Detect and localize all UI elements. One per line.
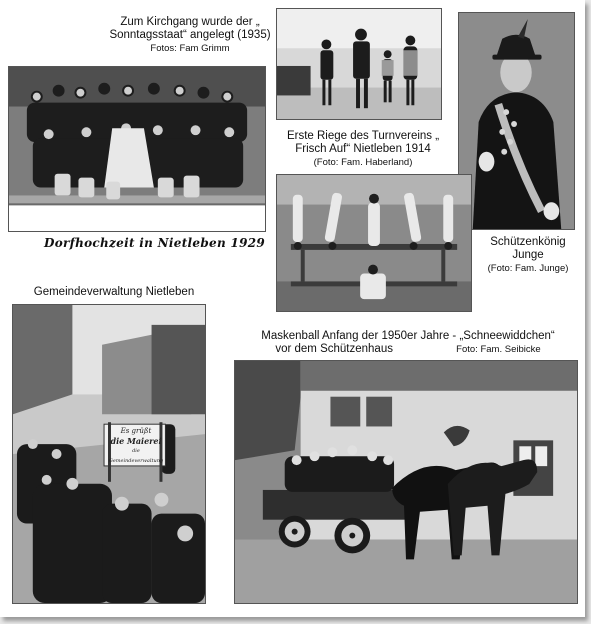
caption-maskenball-line2: vor dem Schützenhaus [275,343,393,355]
caption-kirchgang-credit: Fotos: Fam Grimm [150,43,230,54]
photo-kirchgang-family [276,8,442,120]
caption-turnverein-credit: (Foto: Fam. Haberland) [313,157,413,168]
protest-banner [106,426,166,466]
caption-schuetzenkoenig-line2: Junge [512,249,544,261]
caption-gemeinde [14,286,214,299]
caption-kirchgang-line2: Sonntagsstaat“ angelegt (1935) [109,29,271,41]
photo-turnverein [276,174,472,312]
caption-schuetzenkoenig-credit: (Foto: Fam. Junge) [487,263,569,274]
caption-schuetzenkoenig [478,236,578,275]
caption-maskenball-credit: Foto: Fam. Seibicke [456,344,541,355]
caption-turnverein [278,130,448,169]
caption-maskenball [236,330,580,356]
banner-line2: die Maierei [110,436,162,446]
caption-turnverein-line2: Frisch Auf“ Nietleben 1914 [295,143,431,155]
caption-turnverein-line1: Erste Riege des Turnvereins „ [286,130,440,142]
caption-schuetzenkoenig-line1: Schützenkönig [490,236,566,248]
banner-line1: Es grüßt [120,427,152,435]
caption-maskenball-line1: Maskenball Anfang der 1950er Jahre - „Schneewiddchen“ [261,330,555,342]
photo-gemeindeverwaltung [12,304,206,604]
caption-gemeinde-line1: Gemeindeverwaltung Nietleben [33,286,195,298]
photo-maskenball [234,360,578,604]
photo-dorfhochzeit [8,66,266,232]
photo-schuetzenkoenig [458,12,575,230]
caption-kirchgang [100,16,280,55]
banner-line3: die Gemeindeverwaltung [108,448,164,464]
inscription-dorfhochzeit: Dorfhochzeit in Nietleben 1929 [44,236,266,250]
caption-kirchgang-line1: Zum Kirchgang wurde der „ [120,16,260,28]
